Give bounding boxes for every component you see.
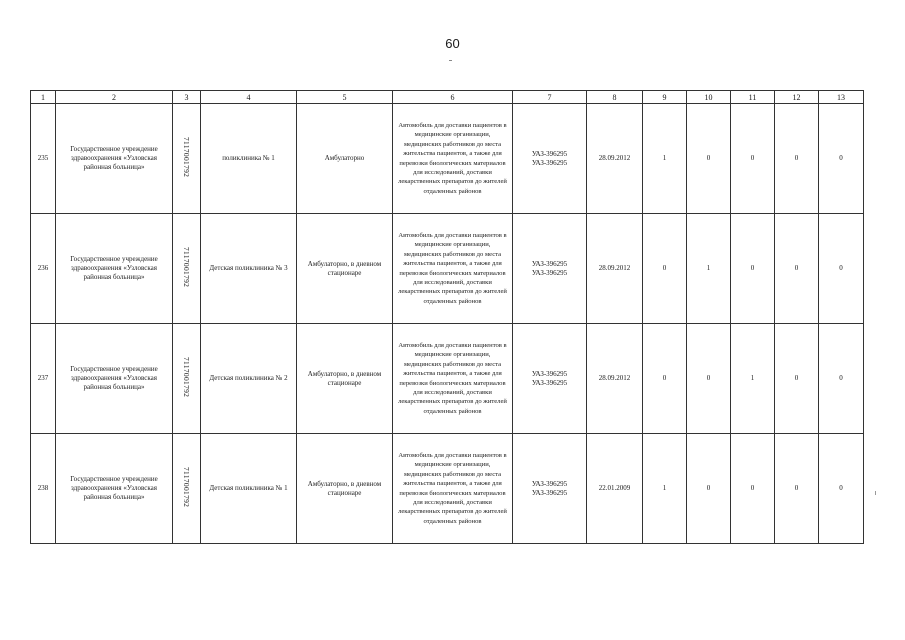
subdivision: Детская поликлиника № 1 bbox=[201, 434, 297, 544]
scan-mark bbox=[875, 491, 876, 495]
count-cell: 0 bbox=[643, 214, 687, 324]
table-row bbox=[31, 214, 864, 324]
row-number: 236 bbox=[31, 214, 56, 324]
date-cell: 22.01.2009 bbox=[587, 434, 643, 544]
count-cell: 0 bbox=[819, 104, 864, 214]
header-row bbox=[31, 91, 864, 104]
count-cell: 0 bbox=[643, 324, 687, 434]
inn-cell bbox=[173, 214, 201, 324]
vehicle-purpose: Автомобиль для доставки пациентов в медицинские организации, медицинских работников до места жительства пациентов, а также для перевозки биологических материалов для исследований, доставки лекарственных препаратов до жителей отдаленных районов bbox=[393, 324, 513, 434]
count-cell: 0 bbox=[775, 324, 819, 434]
inn-value: 7117001792 bbox=[182, 466, 191, 508]
vehicle-model: УАЗ-396295 bbox=[531, 369, 568, 378]
count-cell: 0 bbox=[775, 214, 819, 324]
table-body bbox=[31, 104, 864, 544]
inn-cell bbox=[173, 324, 201, 434]
vehicle-model: УАЗ-396295 bbox=[531, 268, 568, 277]
care-mode: Амбулаторно, в дневном стационаре bbox=[297, 214, 393, 324]
organization-name: Государственное учреждение здравоохранения «Узловская районная больница» bbox=[56, 214, 173, 324]
row-number: 235 bbox=[31, 104, 56, 214]
count-cell: 0 bbox=[687, 434, 731, 544]
column-header: 5 bbox=[297, 91, 393, 104]
column-header: 10 bbox=[687, 91, 731, 104]
vehicle-model-cell bbox=[513, 434, 587, 544]
care-mode: Амбулаторно bbox=[297, 104, 393, 214]
column-header: 3 bbox=[173, 91, 201, 104]
inn-value: 7117001792 bbox=[182, 136, 191, 178]
inn-value: 7117001792 bbox=[182, 356, 191, 398]
inn-cell bbox=[173, 434, 201, 544]
vehicle-model-cell bbox=[513, 324, 587, 434]
column-header: 9 bbox=[643, 91, 687, 104]
table-row bbox=[31, 434, 864, 544]
vehicle-model: УАЗ-396295 bbox=[531, 158, 568, 167]
count-cell: 0 bbox=[819, 434, 864, 544]
page-number: 60 bbox=[445, 36, 460, 51]
vehicle-model: УАЗ-396295 bbox=[531, 149, 568, 158]
organization-name: Государственное учреждение здравоохранения «Узловская районная больница» bbox=[56, 434, 173, 544]
count-cell: 0 bbox=[819, 324, 864, 434]
table-row bbox=[31, 324, 864, 434]
count-cell: 0 bbox=[687, 104, 731, 214]
scan-mark bbox=[449, 60, 452, 61]
vehicle-model-cell bbox=[513, 104, 587, 214]
care-mode: Амбулаторно, в дневном стационаре bbox=[297, 324, 393, 434]
vehicle-model: УАЗ-396295 bbox=[531, 259, 568, 268]
column-header: 11 bbox=[731, 91, 775, 104]
row-number: 238 bbox=[31, 434, 56, 544]
organization-name: Государственное учреждение здравоохранения «Узловская районная больница» bbox=[56, 104, 173, 214]
vehicle-purpose: Автомобиль для доставки пациентов в медицинские организации, медицинских работников до места жительства пациентов, а также для перевозки биологических материалов для исследований, доставки лекарственных препаратов до жителей отдаленных районов bbox=[393, 214, 513, 324]
subdivision: Детская поликлиника № 2 bbox=[201, 324, 297, 434]
count-cell: 0 bbox=[731, 434, 775, 544]
vehicle-purpose: Автомобиль для доставки пациентов в медицинские организации, медицинских работников до места жительства пациентов, а также для перевозки биологических материалов для исследований, доставки лекарственных препаратов до жителей отдаленных районов bbox=[393, 434, 513, 544]
date-cell: 28.09.2012 bbox=[587, 324, 643, 434]
date-cell: 28.09.2012 bbox=[587, 104, 643, 214]
vehicle-model-cell bbox=[513, 214, 587, 324]
row-number: 237 bbox=[31, 324, 56, 434]
column-header: 1 bbox=[31, 91, 56, 104]
date-cell: 28.09.2012 bbox=[587, 214, 643, 324]
column-header: 13 bbox=[819, 91, 864, 104]
column-header: 4 bbox=[201, 91, 297, 104]
count-cell: 0 bbox=[775, 104, 819, 214]
vehicle-model: УАЗ-396295 bbox=[531, 378, 568, 387]
table-row bbox=[31, 104, 864, 214]
count-cell: 0 bbox=[775, 434, 819, 544]
count-cell: 0 bbox=[731, 214, 775, 324]
count-cell: 1 bbox=[643, 104, 687, 214]
care-mode: Амбулаторно, в дневном стационаре bbox=[297, 434, 393, 544]
count-cell: 1 bbox=[687, 214, 731, 324]
inn-value: 7117001792 bbox=[182, 246, 191, 288]
column-header: 12 bbox=[775, 91, 819, 104]
count-cell: 0 bbox=[819, 214, 864, 324]
organization-name: Государственное учреждение здравоохранения «Узловская районная больница» bbox=[56, 324, 173, 434]
count-cell: 0 bbox=[687, 324, 731, 434]
count-cell: 1 bbox=[731, 324, 775, 434]
column-header: 6 bbox=[393, 91, 513, 104]
subdivision: Детская поликлиника № 3 bbox=[201, 214, 297, 324]
vehicle-purpose: Автомобиль для доставки пациентов в медицинские организации, медицинских работников до места жительства пациентов, а также для перевозки биологических материалов для исследований, доставки лекарственных препаратов до жителей отдаленных районов bbox=[393, 104, 513, 214]
vehicle-model: УАЗ-396295 bbox=[531, 479, 568, 488]
vehicle-model: УАЗ-396295 bbox=[531, 488, 568, 497]
column-header: 8 bbox=[587, 91, 643, 104]
column-header: 7 bbox=[513, 91, 587, 104]
count-cell: 0 bbox=[731, 104, 775, 214]
column-header: 2 bbox=[56, 91, 173, 104]
subdivision: поликлиника № 1 bbox=[201, 104, 297, 214]
inn-cell bbox=[173, 104, 201, 214]
vehicle-table bbox=[30, 90, 864, 544]
count-cell: 1 bbox=[643, 434, 687, 544]
